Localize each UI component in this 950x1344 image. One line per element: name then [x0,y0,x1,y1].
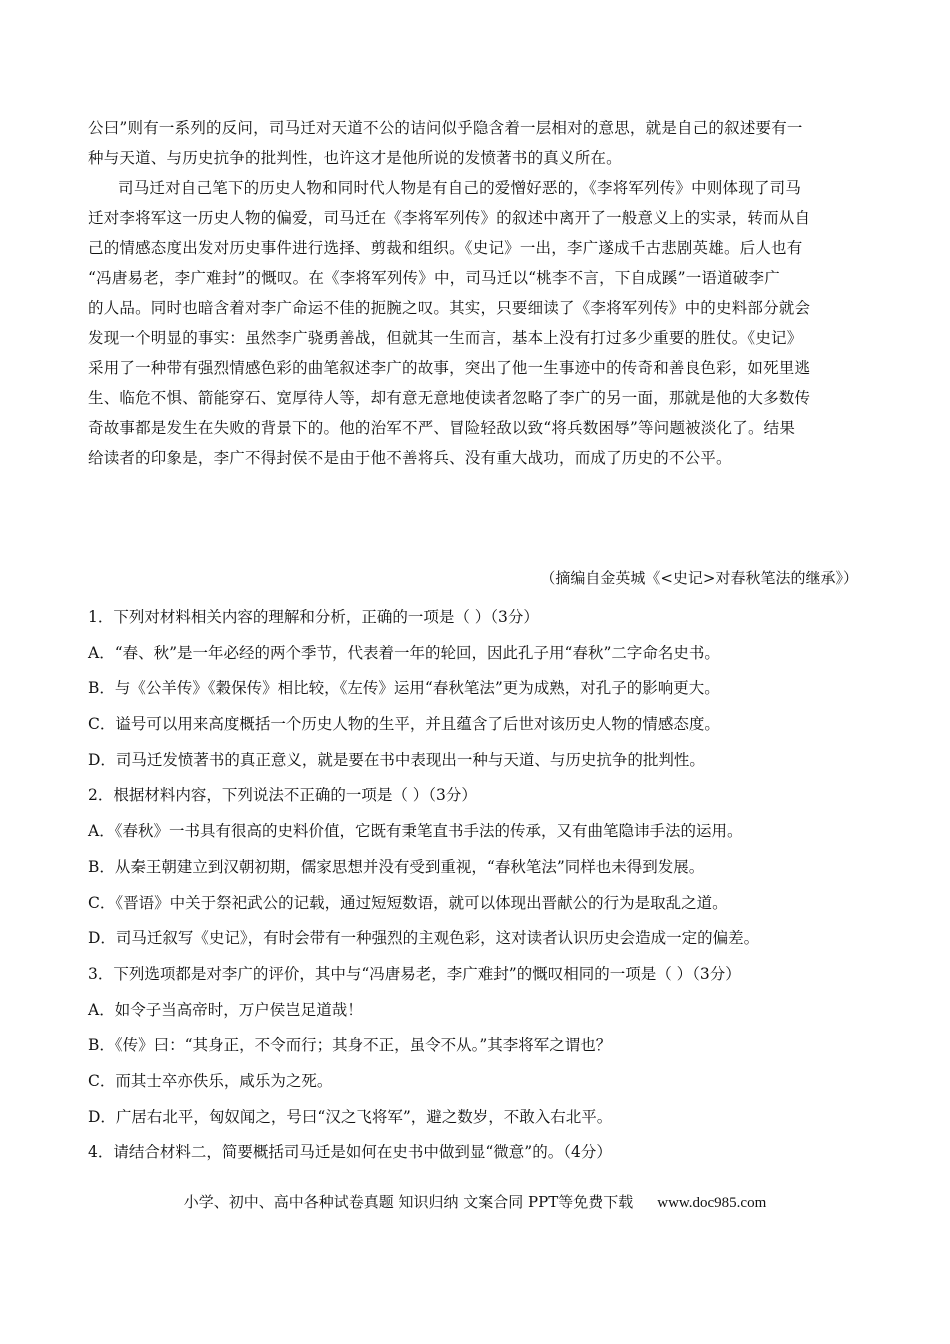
footer-site-link[interactable]: www.doc985.com [657,1195,767,1211]
passage-line: 给读者的印象是，李广不得封侯不是由于他不善将兵、没有重大战功，而成了历史的不公平。 [88,449,732,467]
passage-line: 公曰”则有一系列的反问，司马迁对天道不公的诘问似乎隐含着一层相对的意思，就是自己的叙述要有一 [88,119,803,137]
question-3-option-d: D．广居右北平，匈奴闻之，号曰“汉之飞将军”，避之数岁，不敢入右北平。 [88,1107,613,1126]
question-2: 2．根据材料内容，下列说法不正确的一项是（ ）（3分） [88,786,477,805]
passage-source: （摘编自金英城《<史记>对春秋笔法的继承》） [540,569,858,587]
question-3-option-a: A．如令子当高帝时，万户侯岂足道哉！ [88,1000,363,1019]
passage-line: 发现一个明显的事实：虽然李广骁勇善战，但就其一生而言，基本上没有打过多少重要的胜仗。《史记》 [88,329,803,347]
question-2-option-b: B．从秦王朝建立到汉朝初期，儒家思想并没有受到重视，“春秋笔法”同样也未得到发展。 [88,857,705,876]
passage-line: 种与天道、与历史抗争的批判性，也许这才是他所说的发愤著书的真义所在。 [88,149,622,167]
passage [88,113,858,473]
passage-line: “冯唐易老，李广难封”的慨叹。在《李将军列传》中，司马迁以“桃李不言，下自成蹊”一语道破李广 [88,269,780,287]
passage-line: 司马迁对自己笔下的历史人物和同时代人物是有自己的爱憎好恶的，《李将军列传》中则体现了司马 [118,179,802,197]
question-1: 1．下列对材料相关内容的理解和分析，正确的一项是（ ）（3分） [88,608,539,626]
passage-line: 迁对李将军这一历史人物的偏爱，司马迁在《李将军列传》的叙述中离开了一般意义上的实录，转而从自 [88,209,811,227]
question-1-option-a: A．“春、秋”是一年必经的两个季节，代表着一年的轮回，因此孔子用“春秋”二字命名史书。 [88,643,720,662]
page-footer [0,1191,950,1212]
footer-text: 小学、初中、高中各种试卷真题 知识归纳 文案合同 PPT等免费下载 [183,1193,634,1211]
question-list [88,600,868,1171]
question-3: 3．下列选项都是对李广的评价，其中与“冯唐易老，李广难封”的慨叹相同的一项是（ ）（3分） [88,964,741,983]
passage-line: 生、临危不惧、箭能穿石、宽厚待人等，却有意无意地使读者忽略了李广的另一面，那就是他的大多数传 [88,389,811,407]
question-1-option-b: B．与《公羊传》《穀保传》相比较，《左传》运用“春秋笔法”更为成熟，对孔子的影响更大。 [88,679,720,698]
question-2-option-d: D．司马迁叙写《史记》，有时会带有一种强烈的主观色彩，这对读者认识历史会造成一定的偏差。 [88,929,760,948]
question-4: 4．请结合材料二，简要概括司马迁是如何在史书中做到显“微意”的。（4分） [88,1143,612,1162]
question-1-option-d: D．司马迁发愤著书的真正意义，就是要在书中表现出一种与天道、与历史抗争的批判性。 [88,750,705,769]
question-2-option-c: C．《晋语》中关于祭祀武公的记载，通过短短数语，就可以体现出晋献公的行为是取乱之道。 [88,893,728,912]
question-3-option-c: C．而其士卒亦佚乐，咸乐为之死。 [88,1071,333,1090]
question-1-option-c: C．谥号可以用来高度概括一个历史人物的生平，并且蕴含了后世对该历史人物的情感态度。 [88,715,720,734]
passage-line: 采用了一种带有强烈情感色彩的曲笔叙述李广的故事，突出了他一生事迹中的传奇和善良色彩，如死里逃 [88,359,811,377]
question-3-option-b: B．《传》曰：“其身正，不令而行；其身不正，虽令不从。”其李将军之谓也？ [88,1036,612,1055]
question-2-option-a: A．《春秋》一书具有很高的史料价值，它既有秉笔直书手法的传承，又有曲笔隐讳手法的运用。 [88,822,743,841]
passage-line: 的人品。同时也暗含着对李广命运不佳的扼腕之叹。其实，只要细读了《李将军列传》中的史料部分就会 [88,299,811,317]
passage-line: 奇故事都是发生在失败的背景下的。他的治军不严、冒险轻敌以致“将兵数困辱”等问题被淡化了。结果 [88,419,796,437]
passage-line: 己的情感态度出发对历史事件进行选择、剪裁和组织。《史记》一出，李广遂成千古悲剧英雄。后人也有 [88,239,803,257]
